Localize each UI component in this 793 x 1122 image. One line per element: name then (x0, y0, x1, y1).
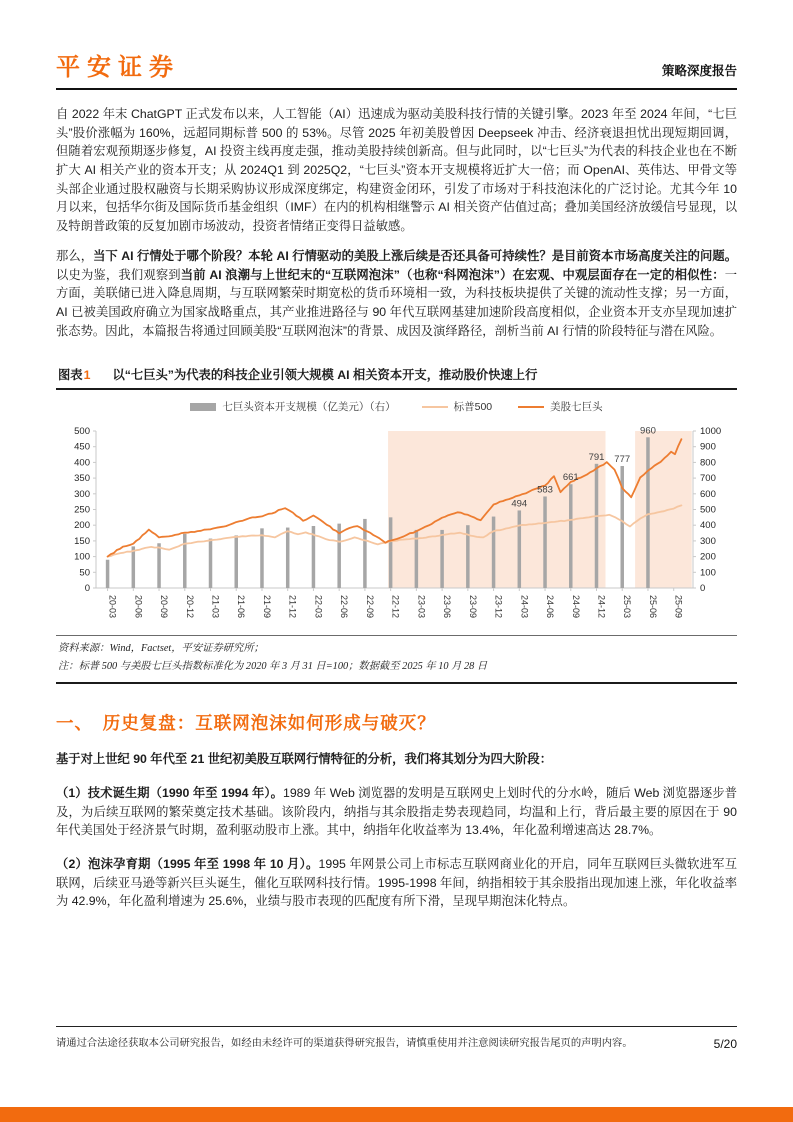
svg-text:23-06: 23-06 (442, 595, 453, 619)
legend-bar-swatch (190, 403, 216, 411)
legend-item-capex (190, 399, 395, 414)
svg-text:25-09: 25-09 (673, 595, 684, 619)
svg-text:494: 494 (511, 498, 528, 510)
svg-text:150: 150 (74, 536, 90, 548)
svg-text:0: 0 (84, 583, 90, 595)
section-heading: 一、 历史复盘：互联网泡沫如何形成与破灭？ (56, 713, 436, 734)
svg-text:23-03: 23-03 (416, 595, 427, 619)
svg-text:500: 500 (700, 504, 716, 516)
report-type-label: 策略深度报告 (661, 64, 737, 78)
svg-text:20-06: 20-06 (133, 595, 144, 619)
legend-label-sp500: 标普500 (453, 401, 493, 414)
legend-item-sp500 (422, 399, 493, 414)
figure-label: 图表1 (58, 368, 91, 383)
svg-text:500: 500 (74, 426, 90, 438)
svg-text:900: 900 (700, 441, 716, 453)
legend-line-swatch-sp500 (422, 406, 448, 409)
figure-title-row (56, 362, 737, 390)
svg-text:800: 800 (700, 457, 716, 469)
svg-text:200: 200 (74, 520, 90, 532)
figure-title: 以“七巨头”为代表的科技企业引领大规模 AI 相关资本开支，推动股价快速上行 (112, 368, 538, 383)
svg-text:1000: 1000 (700, 426, 722, 438)
svg-text:25-03: 25-03 (622, 595, 633, 619)
disclaimer-text: 请通过合法途径获取本公司研究报告，如经由未经许可的渠道获得研究报告，请慎重使用并注意阅读研究报告尾页的声明内容。 (56, 1038, 633, 1049)
svg-text:400: 400 (700, 520, 716, 532)
page-footer (56, 1026, 737, 1051)
svg-text:21-09: 21-09 (261, 595, 272, 619)
svg-text:100: 100 (700, 567, 716, 579)
svg-text:600: 600 (700, 489, 716, 501)
normalization-note: 注：标普 500 与美股七巨头指数标准化为 2020 年 3 月 31 日=100；数据截至 2025 年 10 月 28 日 (58, 661, 488, 673)
legend-label-mag7: 美股七巨头 (550, 401, 603, 414)
svg-text:50: 50 (79, 567, 90, 579)
svg-text:350: 350 (74, 473, 90, 485)
chart-legend (56, 399, 737, 414)
svg-text:20-03: 20-03 (107, 595, 118, 619)
intro-paragraph-1: 自 2022 年末 ChatGPT 正式发布以来，人工智能（AI）迅速成为驱动美股科技行情的关键引擎。2023 年至 2024 年间，“七巨头”股价涨幅为 160%，远超同期标普 500 的 53%。尽管 2025 年初美股曾因 Deepseek 冲击、经济衰退担忧出现短期回调，但随着宏观预期逐步修复，AI 投资主线再度走强，推动美股持续创新高。但与此同时，以“七巨头”为代表的科技企业也在不断扩大 AI 相关产业的资本开支；从 2024Q1 到 2025Q2，“七巨头”资本开支规模将近扩大一倍；而 OpenAI、英伟达、甲骨文等头部企业通过股权融资与长期采购协议形成深度绑定，构建资金闭环，引发了市场对于科技泡沫化的广泛讨论。尤其今年 10 月以来，包括华尔街及国际货币基金组织（IMF）在内的机构相继警示 AI 相关资产估值过高；叠加美国经济放缓信号显现，以及特朗普政策的反复加剧市场波动，投资者情绪正变得日益敏感。 (56, 107, 737, 234)
svg-text:24-03: 24-03 (519, 595, 530, 619)
intro-paragraph-2: 那么，当下 AI 行情处于哪个阶段？本轮 AI 行情驱动的美股上涨后续是否还具备可持续性？是目前资本市场高度关注的问题。以史为鉴，我们观察到当前 AI 浪潮与上世纪末的“互联网泡沫”（也称“科网泡沫”）在宏观、中观层面存在一定的相似性：一方面，美联储已进入降息周期，与互联网繁荣时期宽松的货币环境相一致，为科技板块提供了关键的流动性支撑；另一方面，AI 已被美国政府确立为国家战略重点，其产业推进路径与 90 年代互联网基建加速阶段高度相似，企业资本开支亦呈现加速扩张态势。因此，本篇报告将通过回顾美股“互联网泡沫”的背景、成因及演绎路径，剖析当前 AI 行情的阶段特征与潜在风险。 (56, 248, 737, 338)
svg-text:791: 791 (588, 452, 605, 464)
svg-text:22-06: 22-06 (339, 595, 350, 619)
svg-text:24-06: 24-06 (545, 595, 556, 619)
svg-text:100: 100 (74, 551, 90, 563)
svg-text:23-09: 23-09 (467, 595, 478, 619)
svg-text:25-06: 25-06 (647, 595, 658, 619)
svg-text:777: 777 (614, 454, 631, 466)
figure-notes (56, 635, 737, 684)
svg-text:0: 0 (700, 583, 706, 595)
bottom-orange-bar (0, 1107, 793, 1122)
svg-text:21-12: 21-12 (287, 595, 298, 619)
svg-text:22-03: 22-03 (313, 595, 324, 619)
svg-text:21-03: 21-03 (210, 595, 221, 619)
svg-text:20-12: 20-12 (184, 595, 195, 619)
legend-item-mag7 (518, 399, 603, 414)
svg-text:300: 300 (700, 536, 716, 548)
svg-text:200: 200 (700, 551, 716, 563)
figure-1 (56, 362, 737, 684)
svg-text:300: 300 (74, 489, 90, 501)
section-intro: 基于对上世纪 90 年代至 21 世纪初美股互联网行情特征的分析，我们将其划分为四大阶段： (56, 752, 553, 767)
svg-text:583: 583 (537, 484, 553, 496)
stage-2-paragraph: （2）泡沫孕育期（1995 年至 1998 年 10 月）。1995 年网景公司上市标志互联网商业化的开启，同年互联网巨头微软进军互联网，后续亚马逊等新兴巨头诞生，催化互联网科技行情。1995-1998 年间，纳指相较于其余股指出现加速上涨，年化收益率为 42.9%，年化盈利增速为 25.6%，业绩与股市表现的匹配度有所下滑，呈现早期泡沫化特点。 (56, 857, 737, 909)
svg-text:22-09: 22-09 (364, 595, 375, 619)
pingan-securities-logo: 平安证券 (56, 54, 180, 81)
page-number: 5/20 (713, 1037, 737, 1051)
svg-text:24-09: 24-09 (570, 595, 581, 619)
svg-text:20-09: 20-09 (159, 595, 170, 619)
source-note: 资料来源：Wind，Factset，平安证券研究所； (58, 643, 264, 655)
svg-text:400: 400 (74, 457, 90, 469)
chart-area (56, 416, 737, 635)
svg-text:24-12: 24-12 (596, 595, 607, 619)
svg-text:21-06: 21-06 (236, 595, 247, 619)
legend-line-swatch-mag7 (518, 406, 544, 409)
capex-chart-svg (56, 416, 737, 630)
svg-text:250: 250 (74, 504, 90, 516)
legend-label-capex: 七巨头资本开支规模（亿美元）（右） (222, 401, 396, 414)
stage-1-paragraph: （1）技术诞生期（1990 年至 1994 年）。1989 年 Web 浏览器的发明是互联网史上划时代的分水岭，随后 Web 浏览器逐步普及，为后续互联网的繁荣奠定技术基础。该阶段内，纳指与其余股指走势表现趋同，均温和上行，背后最主要的原因在于 90 年代美国处于经济景气时期，盈利驱动股市上涨。其中，纳指年化收益率为 13.4%，年化盈利增速高达 28.7%。 (56, 785, 737, 838)
svg-text:450: 450 (74, 441, 90, 453)
svg-text:960: 960 (640, 425, 656, 437)
svg-text:700: 700 (700, 473, 716, 485)
svg-text:23-12: 23-12 (493, 595, 504, 619)
svg-text:661: 661 (562, 472, 579, 484)
page-header (56, 56, 737, 90)
svg-text:22-12: 22-12 (390, 595, 401, 619)
